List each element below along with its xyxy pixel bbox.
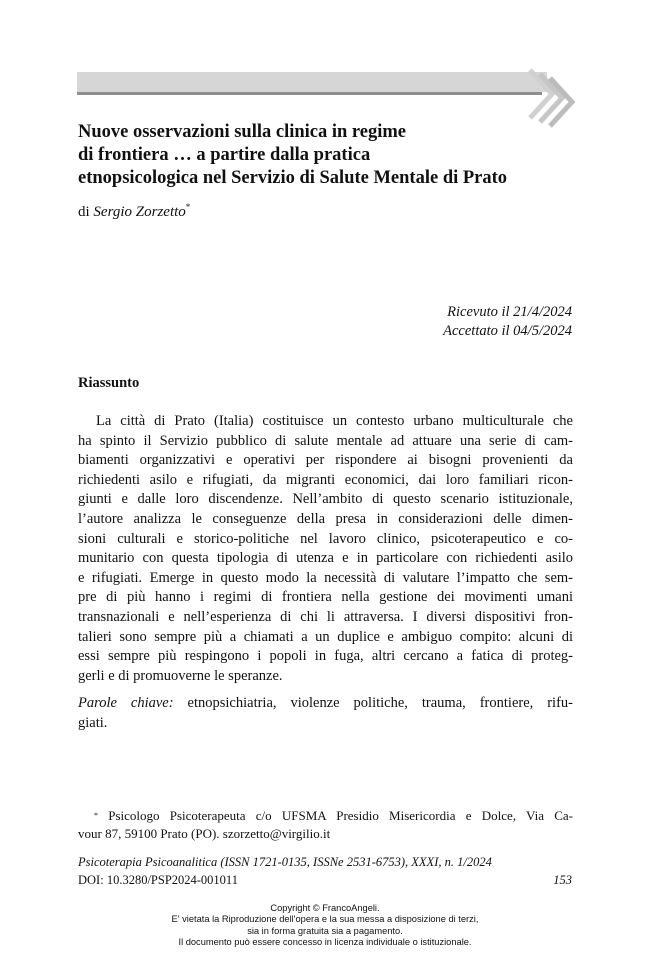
article-title xyxy=(78,121,578,190)
abstract-line: talieri sono sempre più a chiamati a un duplice e ambiguo compito: alcuni di xyxy=(78,628,573,645)
abstract-line: pre di più hanno i regimi di frontiera nella gestione dei movimenti umani xyxy=(78,589,573,606)
keywords-line: giati. xyxy=(78,714,108,731)
title-line: etnopsicologica nel Servizio di Salute Mentale di Prato xyxy=(78,168,508,188)
author-prefix: di xyxy=(78,204,94,220)
abstract-line: e rifugiati. Emerge in questo modo la necessità di valutare l’impatto che sem- xyxy=(78,569,573,586)
abstract-line: essi sempre più respingono i popoli in fuga, altri cercano a fatica di proteg- xyxy=(78,648,573,665)
received-date: Ricevuto il 21/4/2024 xyxy=(447,304,572,320)
title-line: Nuove osservazioni sulla clinica in regime xyxy=(78,122,407,142)
abstract-line: gerli e di promuoverne le speranze. xyxy=(78,667,283,684)
author-footnote-marker: * xyxy=(185,202,191,212)
abstract-line: giunti e dalle loro discendenze. Nell’ambito di questo scenario istituzionale, xyxy=(78,491,573,508)
abstract-line: La città di Prato (Italia) costituisce un contesto urbano multiculturale che xyxy=(96,413,573,429)
author-name: Sergio Zorzetto xyxy=(93,204,186,220)
keywords xyxy=(78,694,573,733)
footnote-marker: * xyxy=(94,811,98,820)
copyright-line: E' vietata la Riproduzione dell'opera e la sua messa a disposizione di terzi, xyxy=(171,914,479,925)
keywords-label: Parole chiave: xyxy=(78,695,174,711)
title-line: di frontiera … a partire dalla pratica xyxy=(78,145,371,165)
footnote-text: Psicologo Psicoterapeuta c/o UFSMA Presidio Misericordia e Dolce, Via Ca- xyxy=(98,808,573,823)
abstract-heading: Riassunto xyxy=(78,375,140,391)
page-number: 153 xyxy=(553,873,572,887)
abstract-line: ha spinto il Servizio pubblico di salute mentale ad attuare una serie di cam- xyxy=(78,432,573,449)
abstract-line: l’autore analizza le conseguenze della presa in considerazioni delle dimen- xyxy=(78,510,573,527)
doi: DOI: 10.3280/PSP2024-001011 xyxy=(78,873,238,887)
footnote-line xyxy=(78,807,573,825)
journal-citation: Psicoterapia Psicoanalitica (ISSN 1721-0135, ISSNe 2531-6753), XXXI, n. 1/2024 xyxy=(78,855,492,869)
copyright-line: Il documento può essere concesso in licenza individuale o istituzionale. xyxy=(178,936,472,947)
keywords-text: etnopsichiatria, violenze politiche, trauma, frontiere, rifu- xyxy=(173,695,573,711)
author-footnote xyxy=(78,807,573,843)
abstract-line: sioni culturali e storico-politiche nel lavoro clinico, psicoterapeutico e co- xyxy=(78,530,573,547)
header-rule xyxy=(77,92,542,95)
article-dates xyxy=(443,303,572,341)
abstract-line: munitario con questa tipologia di utenza e in particolare con richiedenti asilo xyxy=(78,550,573,567)
header-band xyxy=(77,72,547,92)
abstract-line: biamenti organizzativi e operativi per rispondere ai bisogni provenienti da xyxy=(78,452,573,469)
copyright-line: sia in forma gratuita sia a pagamento. xyxy=(247,925,403,936)
footnote-line: vour 87, 59100 Prato (PO). szorzetto@virgilio.it xyxy=(78,826,331,841)
copyright-notice xyxy=(0,903,650,948)
accepted-date: Accettato il 04/5/2024 xyxy=(443,323,572,339)
author-line xyxy=(78,204,190,221)
abstract-body xyxy=(78,412,573,686)
abstract-line: transnazionali e nell’esperienza di chi li attraversa. I diversi dispositivi fron- xyxy=(78,608,573,625)
copyright-line: Copyright © FrancoAngeli. xyxy=(270,903,380,913)
keywords-line xyxy=(78,694,573,714)
abstract-line: richiedenti asilo e rifugiati, da migranti economici, dai loro familiari ricon- xyxy=(78,471,573,488)
